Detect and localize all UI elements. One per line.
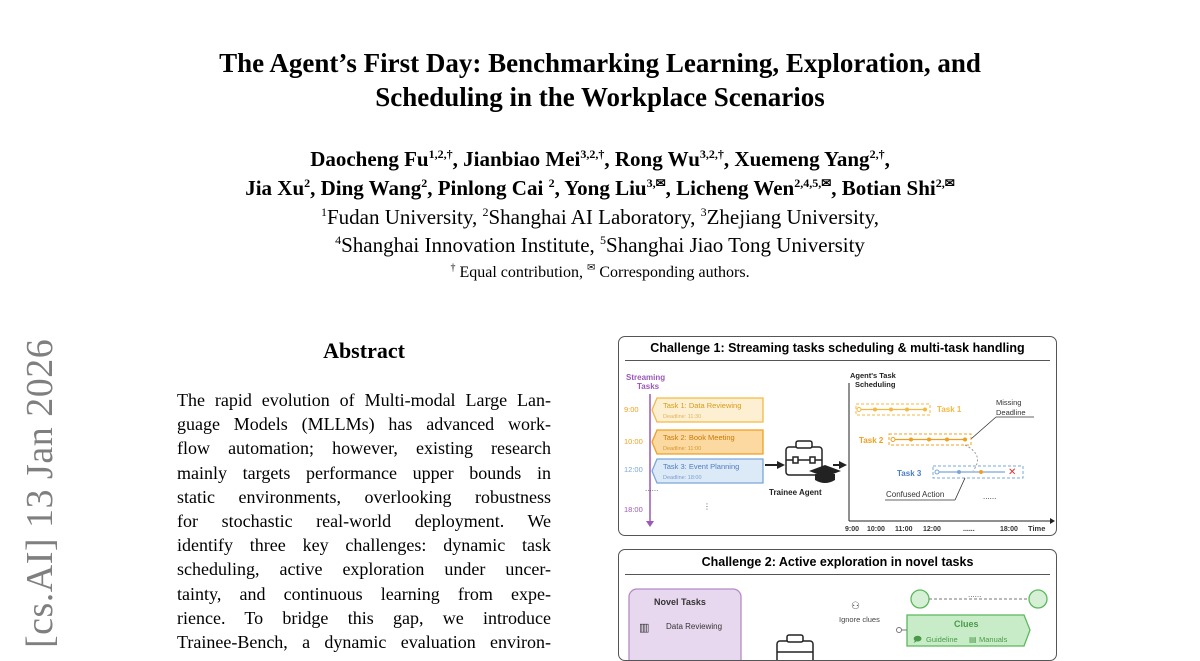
authors-line-1	[0, 145, 1200, 174]
affiliation-number: 2	[482, 205, 489, 219]
affiliations-line-2	[0, 231, 1200, 259]
affiliation-name: Zhejiang University,	[706, 205, 880, 229]
time-label: 12:00	[624, 465, 643, 474]
ignore-clues-label: Ignore clues	[839, 615, 880, 624]
task-card-3	[652, 459, 763, 483]
callout-line	[955, 478, 965, 500]
chat-person-icon: ⚇	[851, 601, 860, 612]
novel-tasks-title: Novel Tasks	[654, 597, 706, 607]
node	[897, 628, 902, 633]
author-affiliation-sup: 2	[304, 176, 311, 190]
streaming-label-2: Tasks	[637, 382, 660, 391]
confused-action: Confused Action	[886, 490, 945, 499]
author-name: Jia Xu	[245, 176, 305, 200]
author-list	[0, 145, 1200, 203]
author-affiliation-sup: 1,2,†	[428, 147, 453, 161]
separator: ,	[427, 176, 438, 200]
affiliation-name: Shanghai Innovation Institute,	[341, 233, 601, 257]
author-name: Daocheng Fu	[310, 147, 429, 171]
axis-tick: 11:00	[895, 526, 913, 533]
axis-tick: 12:00	[923, 526, 941, 533]
dagger-mark: †	[450, 262, 456, 274]
separator: ,	[452, 147, 464, 171]
missing-deadline-2: Deadline	[996, 408, 1026, 417]
sched-task-2-label: Task 2	[859, 436, 884, 445]
time-label: 9:00	[624, 405, 639, 414]
author-affiliation-sup: 2	[548, 176, 555, 190]
abstract-line: rience. To bridge this gap, we introduce	[177, 607, 551, 628]
guideline-icon: 🗩	[913, 635, 922, 644]
author-name: Xuemeng Yang	[734, 147, 870, 171]
paper-title	[0, 46, 1200, 114]
abstract-line: mainly targets performance upper bounds in	[177, 462, 551, 483]
author-name: Ding Wang	[320, 176, 422, 200]
separator: ,	[831, 176, 842, 200]
challenge-2-diagram	[619, 575, 1056, 660]
affiliation-number: 4	[335, 233, 342, 247]
title-line-2: Scheduling in the Workplace Scenarios	[375, 82, 825, 112]
clues-title: Clues	[954, 619, 979, 629]
task-3-name: Task 3: Event Planning	[663, 462, 740, 471]
author-name: Jianbiao Mei	[463, 147, 581, 171]
abstract-line: tainty, and continuous learning from expe-	[177, 583, 551, 604]
affiliation-number: 3	[700, 205, 707, 219]
abstract-heading: Abstract	[323, 338, 405, 363]
author-affiliation-sup: 3,2,†	[699, 147, 724, 161]
arrow-head	[777, 461, 785, 469]
abstract-line: scheduling, active exploration under uncer-	[177, 559, 551, 580]
abstract-body	[177, 388, 551, 654]
affiliation-number: 5	[600, 233, 607, 247]
scheduling-label-1: Agent's Task	[850, 371, 896, 380]
author-affiliation-sup: 2,4,5,✉	[794, 176, 832, 190]
ellipsis: ......	[983, 492, 997, 501]
axis-tick: 10:00	[867, 526, 885, 533]
task-2-deadline: Deadline: 11:00	[663, 446, 702, 452]
task-1-deadline: Deadline: 11:30	[663, 414, 702, 420]
separator: ,	[665, 176, 677, 200]
abstract-line: static environments, overlooking robustness	[177, 486, 551, 507]
axis-label: Time	[1028, 524, 1046, 533]
dots: ......	[968, 590, 982, 599]
separator: ,	[723, 147, 735, 171]
task-card-2	[652, 430, 763, 454]
abstract-line: Trainee-Bench, a dynamic evaluation environ-	[177, 632, 551, 653]
equal-contribution-text: Equal contribution,	[455, 264, 587, 281]
abstract-line: flow automation; however, existing research	[177, 438, 551, 459]
separator: ,	[604, 147, 615, 171]
author-name: Yong Liu	[564, 176, 647, 200]
arrow-head	[839, 461, 847, 469]
arxiv-stamp: [cs.AI] 13 Jan 2026	[19, 338, 61, 648]
task-card-1	[652, 398, 763, 422]
separator: ,	[554, 176, 565, 200]
cross-icon: ✕	[1008, 467, 1017, 478]
affiliation-name: Shanghai Jiao Tong University	[606, 233, 865, 257]
node	[911, 590, 929, 608]
node	[1029, 590, 1047, 608]
author-affiliation-sup: 3,2,†	[580, 147, 605, 161]
corresponding-text: Corresponding authors.	[595, 264, 750, 281]
separator: ,	[310, 176, 321, 200]
challenge-1-title: Challenge 1: Streaming tasks scheduling & multi-task handling	[650, 341, 1025, 355]
teaser-figure	[618, 336, 1058, 648]
axis-tick: 9:00	[845, 526, 860, 533]
axis-tick: 18:00	[1000, 526, 1018, 533]
streaming-label-1: Streaming	[626, 373, 666, 382]
agent-label: Trainee Agent	[769, 488, 822, 497]
separator: ,	[884, 147, 890, 171]
abstract-line: The rapid evolution of Multi-modal Large Lan-	[177, 390, 551, 410]
author-affiliation-sup: 3,✉	[646, 176, 666, 190]
task-1-name: Task 1: Data Reviewing	[663, 401, 742, 410]
scheduling-label-2: Scheduling	[855, 380, 896, 389]
author-affiliation-sup: 2,†	[869, 147, 885, 161]
axis-tick: ......	[963, 526, 975, 533]
guideline-label: Guideline	[926, 635, 958, 644]
schedule-task-3	[897, 466, 1023, 478]
schedule-task-1	[856, 404, 962, 415]
affiliation-name: Fudan University,	[326, 205, 483, 229]
time-axis-arrow	[1050, 518, 1055, 524]
data-reviewing-icon: ▥	[639, 622, 650, 634]
author-name: Licheng Wen	[676, 176, 795, 200]
schedule-task-2	[859, 434, 971, 445]
affiliations	[0, 203, 1200, 259]
affiliation-name: Shanghai AI Laboratory,	[488, 205, 701, 229]
abstract-line: identify three key challenges: dynamic task	[177, 535, 551, 556]
time-label: 10:00	[624, 437, 643, 446]
callout-line	[971, 417, 996, 439]
challenge-1-panel	[618, 336, 1057, 536]
task-3-deadline: Deadline: 18:00	[663, 475, 702, 481]
challenge-2-panel	[618, 549, 1057, 661]
ellipsis: ......	[645, 484, 659, 493]
author-affiliation-sup: 2,✉	[935, 176, 955, 190]
author-name: Pinlong Cai	[437, 176, 549, 200]
challenge-2-title: Challenge 2: Active exploration in novel tasks	[701, 555, 974, 569]
time-label: 18:00	[624, 505, 643, 514]
missing-deadline-1: Missing	[996, 398, 1022, 407]
title-line-1: The Agent’s First Day: Benchmarking Learning, Exploration, and	[219, 48, 981, 78]
abstract-line: guage Models (MLLMs) has advanced work-	[177, 414, 551, 435]
sched-task-3-label: Task 3	[897, 469, 922, 478]
affiliations-line-1	[0, 203, 1200, 231]
author-name: Botian Shi	[841, 176, 936, 200]
challenge-1-diagram	[619, 361, 1056, 533]
sched-task-1-label: Task 1	[937, 405, 962, 414]
envelope-icon: ✉	[586, 262, 596, 274]
author-name: Rong Wu	[614, 147, 700, 171]
novel-task-item: Data Reviewing	[666, 622, 723, 631]
affiliation-number: 1	[320, 205, 327, 219]
contribution-note	[0, 264, 1200, 282]
authors-line-2	[0, 174, 1200, 203]
abstract-line: for stochastic real-world deployment. We	[177, 511, 551, 532]
ellipsis: ⋮	[703, 502, 711, 511]
task-2-name: Task 2: Book Meeting	[663, 433, 735, 442]
manuals-label: Manuals	[979, 635, 1008, 644]
manual-icon: ▤	[969, 635, 977, 644]
flow-line	[965, 445, 978, 471]
author-affiliation-sup: 2	[421, 176, 428, 190]
stream-arrow	[646, 521, 654, 527]
